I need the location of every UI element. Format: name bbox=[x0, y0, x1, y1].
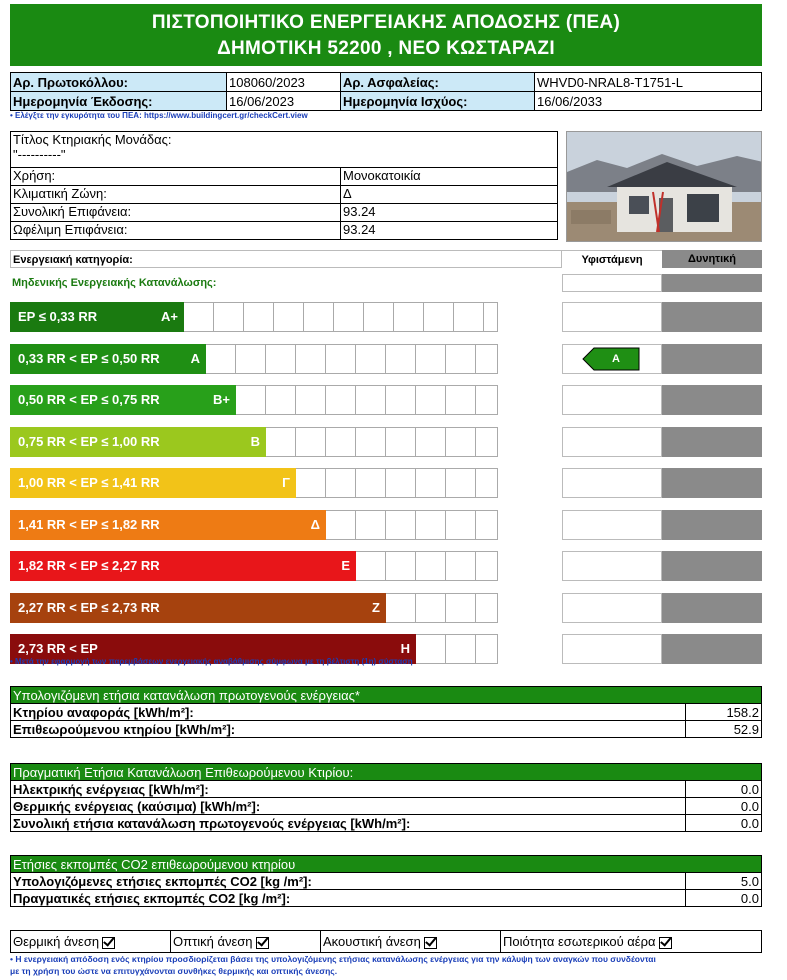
energy-band-cell bbox=[326, 344, 356, 374]
energy-band-range: 0,33 RR < EP ≤ 0,50 RR bbox=[18, 351, 160, 366]
energy-band-cell bbox=[446, 551, 476, 581]
energy-band-row bbox=[10, 427, 762, 457]
existing-class-cell bbox=[562, 302, 662, 332]
calculated-co2-value: 5.0 bbox=[686, 873, 762, 890]
energy-band-cell bbox=[476, 634, 498, 664]
total-area-label: Συνολική Επιφάνεια: bbox=[11, 204, 341, 222]
issue-date-value: 16/06/2023 bbox=[227, 92, 341, 111]
title-line-1: ΠΙΣΤΟΠΟΙΗΤΙΚΟ ΕΝΕΡΓΕΙΑΚΗΣ ΑΠΟΔΟΣΗΣ (ΠΕΑ) bbox=[151, 12, 621, 33]
existing-class-cell bbox=[562, 385, 662, 415]
energy-band-range: 0,50 RR < EP ≤ 0,75 RR bbox=[18, 392, 160, 407]
energy-band-cell bbox=[266, 385, 296, 415]
energy-band-range: 1,00 RR < EP ≤ 1,41 RR bbox=[18, 475, 160, 490]
potential-class-cell bbox=[662, 427, 762, 457]
current-class-label: A bbox=[612, 353, 620, 365]
energy-band-cell bbox=[454, 302, 484, 332]
energy-band-letter: A+ bbox=[161, 309, 178, 324]
protocol-value: 108060/2023 bbox=[227, 73, 341, 92]
energy-band-cell bbox=[386, 510, 416, 540]
energy-band-bar bbox=[10, 427, 266, 457]
existing-class-cell bbox=[562, 593, 662, 623]
footnote-line-2: με τη χρήση του ώστε να επιτυγχάνονται συνθήκες θερμικής και οπτικής άνεσης. bbox=[10, 966, 338, 976]
energy-band-cell bbox=[334, 302, 364, 332]
checkbox-checked-icon bbox=[102, 937, 115, 949]
existing-class-cell bbox=[562, 427, 662, 457]
energy-band-range: EP ≤ 0,33 RR bbox=[18, 309, 98, 324]
energy-band-cell bbox=[446, 634, 476, 664]
acoustic-comfort-label: Ακουστική άνεση bbox=[323, 934, 421, 949]
certificate-header-table bbox=[10, 72, 762, 111]
property-info-table bbox=[10, 131, 558, 240]
unit-title-value: "----------" bbox=[13, 147, 66, 162]
actual-consumption-table bbox=[10, 763, 762, 832]
energy-band-row bbox=[10, 468, 762, 498]
energy-band-cell bbox=[266, 344, 296, 374]
potential-header: Δυνητική bbox=[662, 250, 762, 268]
potential-class-cell bbox=[662, 634, 762, 664]
acoustic-comfort-cell bbox=[321, 931, 501, 953]
checkbox-checked-icon bbox=[256, 937, 269, 949]
footnote-line-1: • Η ενεργειακή απόδοση ενός κτηρίου προσδιορίζεται βάσει της υπολογιζόμενης ετήσιας κατανάλωσης ενέργειας για την κάλυψη των αναγκών που συνδέονται bbox=[10, 954, 656, 964]
energy-band-cell bbox=[364, 302, 394, 332]
use-label: Χρήση: bbox=[11, 168, 341, 186]
potential-class-cell bbox=[662, 385, 762, 415]
checkbox-checked-icon bbox=[424, 937, 437, 949]
energy-band-cell bbox=[416, 510, 446, 540]
potential-class-cell bbox=[662, 468, 762, 498]
air-quality-label: Ποιότητα εσωτερικού αέρα bbox=[503, 934, 656, 949]
energy-band-cell bbox=[184, 302, 214, 332]
energy-band-cell bbox=[386, 468, 416, 498]
actual-co2-label: Πραγματικές ετήσιες εκπομπές CO2 [kg /m²]: bbox=[11, 890, 686, 907]
energy-band-cell bbox=[326, 427, 356, 457]
energy-band-cell bbox=[386, 593, 416, 623]
co2-emissions-table bbox=[10, 855, 762, 907]
energy-band-cell bbox=[356, 468, 386, 498]
energy-band-cell bbox=[304, 302, 334, 332]
inspected-building-label: Επιθεωρούμενου κτηρίου [kWh/m²]: bbox=[11, 721, 686, 738]
insurance-value: WHVD0-NRAL8-T1751-L bbox=[535, 73, 762, 92]
energy-band-cell bbox=[476, 427, 498, 457]
total-primary-energy-label: Συνολική ετήσια κατανάλωση πρωτογενούς ενέργειας [kWh/m²]: bbox=[11, 815, 686, 832]
energy-band-cell bbox=[274, 302, 304, 332]
total-area-value: 93.24 bbox=[341, 204, 558, 222]
energy-band-cell bbox=[424, 302, 454, 332]
energy-band-cell bbox=[446, 593, 476, 623]
protocol-label: Αρ. Πρωτοκόλλου: bbox=[11, 73, 227, 92]
actual-consumption-header: Πραγματική Ετήσια Κατανάλωση Επιθεωρούμενου Κτιρίου: bbox=[11, 764, 762, 781]
energy-band-cell bbox=[244, 302, 274, 332]
energy-band-cell bbox=[476, 385, 498, 415]
energy-band-row bbox=[10, 385, 762, 415]
energy-band-cell bbox=[296, 427, 326, 457]
thermal-comfort-label: Θερμική άνεση bbox=[13, 934, 100, 949]
energy-band-cell bbox=[416, 593, 446, 623]
reference-building-label: Κτηρίου αναφοράς [kWh/m²]: bbox=[11, 704, 686, 721]
certificate-title bbox=[10, 4, 762, 66]
energy-band-cell bbox=[296, 385, 326, 415]
useful-area-value: 93.24 bbox=[341, 222, 558, 240]
energy-band-range: 1,41 RR < EP ≤ 1,82 RR bbox=[18, 517, 160, 532]
energy-band-cell bbox=[394, 302, 424, 332]
energy-band-cell bbox=[326, 468, 356, 498]
energy-band-cell bbox=[356, 427, 386, 457]
energy-band-range: 2,73 RR < EP bbox=[18, 641, 98, 656]
energy-band-cell bbox=[266, 427, 296, 457]
energy-band-bar bbox=[10, 302, 184, 332]
title-line-2: ΔΗΜΟΤΙΚΗ 52200 , ΝΕΟ ΚΩΣΤΑΡΑΖΙ bbox=[217, 38, 555, 59]
comfort-table bbox=[10, 930, 762, 953]
energy-band-range: 2,27 RR < EP ≤ 2,73 RR bbox=[18, 600, 160, 615]
energy-band-range: 1,82 RR < EP ≤ 2,27 RR bbox=[18, 558, 160, 573]
energy-band-bar bbox=[10, 551, 356, 581]
energy-band-cell bbox=[446, 385, 476, 415]
energy-band-letter: A bbox=[190, 351, 200, 366]
energy-band-cell bbox=[326, 510, 356, 540]
energy-band-cell bbox=[356, 551, 386, 581]
energy-band-cell bbox=[446, 344, 476, 374]
energy-band-cell bbox=[214, 302, 244, 332]
energy-band-letter: Δ bbox=[310, 517, 320, 532]
energy-band-cell bbox=[386, 427, 416, 457]
reference-building-value: 158.2 bbox=[686, 704, 762, 721]
air-quality-cell bbox=[501, 931, 762, 953]
electric-energy-value: 0.0 bbox=[686, 781, 762, 798]
energy-band-letter: Ζ bbox=[372, 600, 380, 615]
energy-band-cell bbox=[386, 551, 416, 581]
existing-class-cell bbox=[562, 551, 662, 581]
energy-band-cell bbox=[326, 385, 356, 415]
energy-rating-grid bbox=[10, 250, 762, 656]
current-class-arrow bbox=[582, 347, 640, 374]
calculated-consumption-table bbox=[10, 686, 762, 738]
energy-band-bar bbox=[10, 344, 206, 374]
nzeb-label: Μηδενικής Ενεργειακής Κατανάλωσης: bbox=[12, 277, 217, 289]
energy-band-cell bbox=[296, 344, 326, 374]
energy-band-cell bbox=[356, 344, 386, 374]
total-primary-energy-value: 0.0 bbox=[686, 815, 762, 832]
energy-band-cell bbox=[476, 551, 498, 581]
energy-band-cell bbox=[484, 302, 498, 332]
climate-zone-label: Κλιματική Ζώνη: bbox=[11, 186, 341, 204]
energy-band-cell bbox=[386, 385, 416, 415]
co2-emissions-header: Ετήσιες εκπομπές CO2 επιθεωρούμενου κτηρίου bbox=[11, 856, 762, 873]
energy-band-cell bbox=[476, 510, 498, 540]
climate-zone-value: Δ bbox=[341, 186, 558, 204]
energy-band-bar bbox=[10, 385, 236, 415]
energy-band-cell bbox=[476, 344, 498, 374]
energy-band-letter: B+ bbox=[213, 392, 230, 407]
energy-band-cell bbox=[446, 427, 476, 457]
energy-category-label: Ενεργειακή κατηγορία: bbox=[10, 250, 562, 268]
energy-band-letter: Γ bbox=[282, 475, 290, 490]
existing-class-cell bbox=[562, 510, 662, 540]
energy-band-range: 0,75 RR < EP ≤ 1,00 RR bbox=[18, 434, 160, 449]
energy-band-letter: Ε bbox=[341, 558, 350, 573]
potential-class-cell bbox=[662, 344, 762, 374]
nzeb-existing-cell bbox=[562, 274, 662, 292]
actual-co2-value: 0.0 bbox=[686, 890, 762, 907]
energy-band-cell bbox=[446, 510, 476, 540]
nzeb-potential-cell bbox=[662, 274, 762, 292]
energy-band-cell bbox=[476, 468, 498, 498]
energy-band-row bbox=[10, 551, 762, 581]
energy-band-cell bbox=[236, 385, 266, 415]
thermal-comfort-cell bbox=[11, 931, 171, 953]
potential-class-cell bbox=[662, 510, 762, 540]
optical-comfort-label: Οπτική άνεση bbox=[173, 934, 253, 949]
energy-band-cell bbox=[476, 593, 498, 623]
energy-band-row bbox=[10, 593, 762, 623]
energy-band-letter: B bbox=[250, 434, 260, 449]
energy-band-cell bbox=[446, 468, 476, 498]
electric-energy-label: Ηλεκτρικής ενέργειας [kWh/m²]: bbox=[11, 781, 686, 798]
energy-band-cell bbox=[296, 468, 326, 498]
validity-date-label: Ημερομηνία Ισχύος: bbox=[341, 92, 535, 111]
potential-class-cell bbox=[662, 593, 762, 623]
energy-band-bar bbox=[10, 593, 386, 623]
insurance-label: Αρ. Ασφαλείας: bbox=[341, 73, 535, 92]
energy-band-cell bbox=[356, 385, 386, 415]
useful-area-label: Ωφέλιμη Επιφάνεια: bbox=[11, 222, 341, 240]
use-value: Μονοκατοικία bbox=[341, 168, 558, 186]
energy-band-bar bbox=[10, 468, 296, 498]
verify-link-note[interactable]: • Ελέγξτε την εγκυρότητα του ΠΕΑ: https://www.buildingcert.gr/checkCert.view bbox=[10, 111, 308, 120]
energy-band-cell bbox=[356, 510, 386, 540]
energy-band-letter: Η bbox=[400, 641, 410, 656]
building-photo bbox=[566, 131, 762, 242]
validity-date-value: 16/06/2033 bbox=[535, 92, 762, 111]
inspected-building-value: 52.9 bbox=[686, 721, 762, 738]
energy-band-cell bbox=[416, 344, 446, 374]
energy-band-row bbox=[10, 344, 762, 374]
potential-class-cell bbox=[662, 302, 762, 332]
calculated-consumption-header: Υπολογιζόμενη ετήσια κατανάλωση πρωτογενούς ενέργειας* bbox=[11, 687, 762, 704]
checkbox-checked-icon bbox=[659, 937, 672, 949]
issue-date-label: Ημερομηνία Έκδοσης: bbox=[11, 92, 227, 111]
energy-band-cell bbox=[206, 344, 236, 374]
energy-band-cell bbox=[416, 468, 446, 498]
energy-band-cell bbox=[236, 344, 266, 374]
energy-band-cell bbox=[416, 385, 446, 415]
energy-band-cell bbox=[416, 551, 446, 581]
energy-band-cell bbox=[386, 344, 416, 374]
existing-header: Υφιστάμενη bbox=[562, 250, 662, 268]
energy-band-bar bbox=[10, 510, 326, 540]
thermal-energy-value: 0.0 bbox=[686, 798, 762, 815]
optical-comfort-cell bbox=[171, 931, 321, 953]
potential-class-cell bbox=[662, 551, 762, 581]
energy-band-cell bbox=[416, 427, 446, 457]
unit-title-cell bbox=[11, 132, 558, 168]
energy-band-cell bbox=[416, 634, 446, 664]
unit-title-label: Τίτλος Κτηριακής Μονάδας: bbox=[13, 132, 172, 147]
existing-class-cell bbox=[562, 634, 662, 664]
thermal-energy-label: Θερμικής ενέργειας (καύσιμα) [kWh/m²]: bbox=[11, 798, 686, 815]
energy-band-row bbox=[10, 302, 762, 332]
upgrade-note: • Μετά την εφαρμογή των παρεμβάσεων ενεργειακής αναβάθμισης σύμφωνα με τη βέλτιστη (1η) σύσταση bbox=[10, 657, 413, 666]
calculated-co2-label: Υπολογιζόμενες ετήσιες εκπομπές CO2 [kg /m²]: bbox=[11, 873, 686, 890]
existing-class-cell bbox=[562, 468, 662, 498]
energy-band-row bbox=[10, 510, 762, 540]
